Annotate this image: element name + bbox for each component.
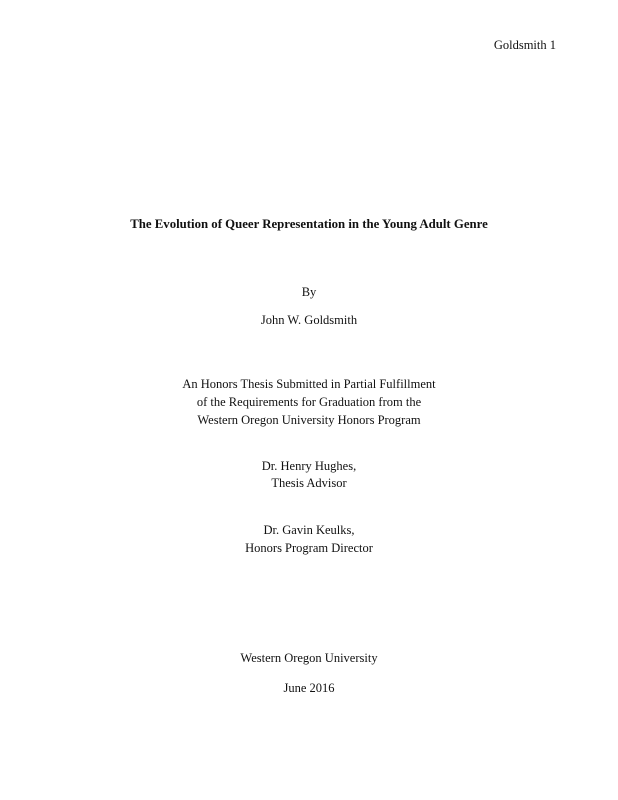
advisor-name: Dr. Henry Hughes, [261, 459, 357, 473]
institution: Western Oregon University [240, 651, 378, 665]
running-head: Goldsmith 1 [493, 38, 556, 52]
date: June 2016 [283, 681, 335, 695]
author-name: John W. Goldsmith [260, 313, 358, 327]
submission-line-1: An Honors Thesis Submitted in Partial Fulfillment [182, 377, 436, 391]
submission-line-3: Western Oregon University Honors Program [197, 413, 421, 427]
thesis-title: The Evolution of Queer Representation in the Young Adult Genre [130, 217, 488, 231]
advisor-role: Thesis Advisor [271, 476, 347, 490]
director-role: Honors Program Director [245, 541, 373, 555]
by-label: By [301, 285, 317, 299]
director-name: Dr. Gavin Keulks, [263, 523, 355, 537]
submission-line-2: of the Requirements for Graduation from the [196, 395, 422, 409]
